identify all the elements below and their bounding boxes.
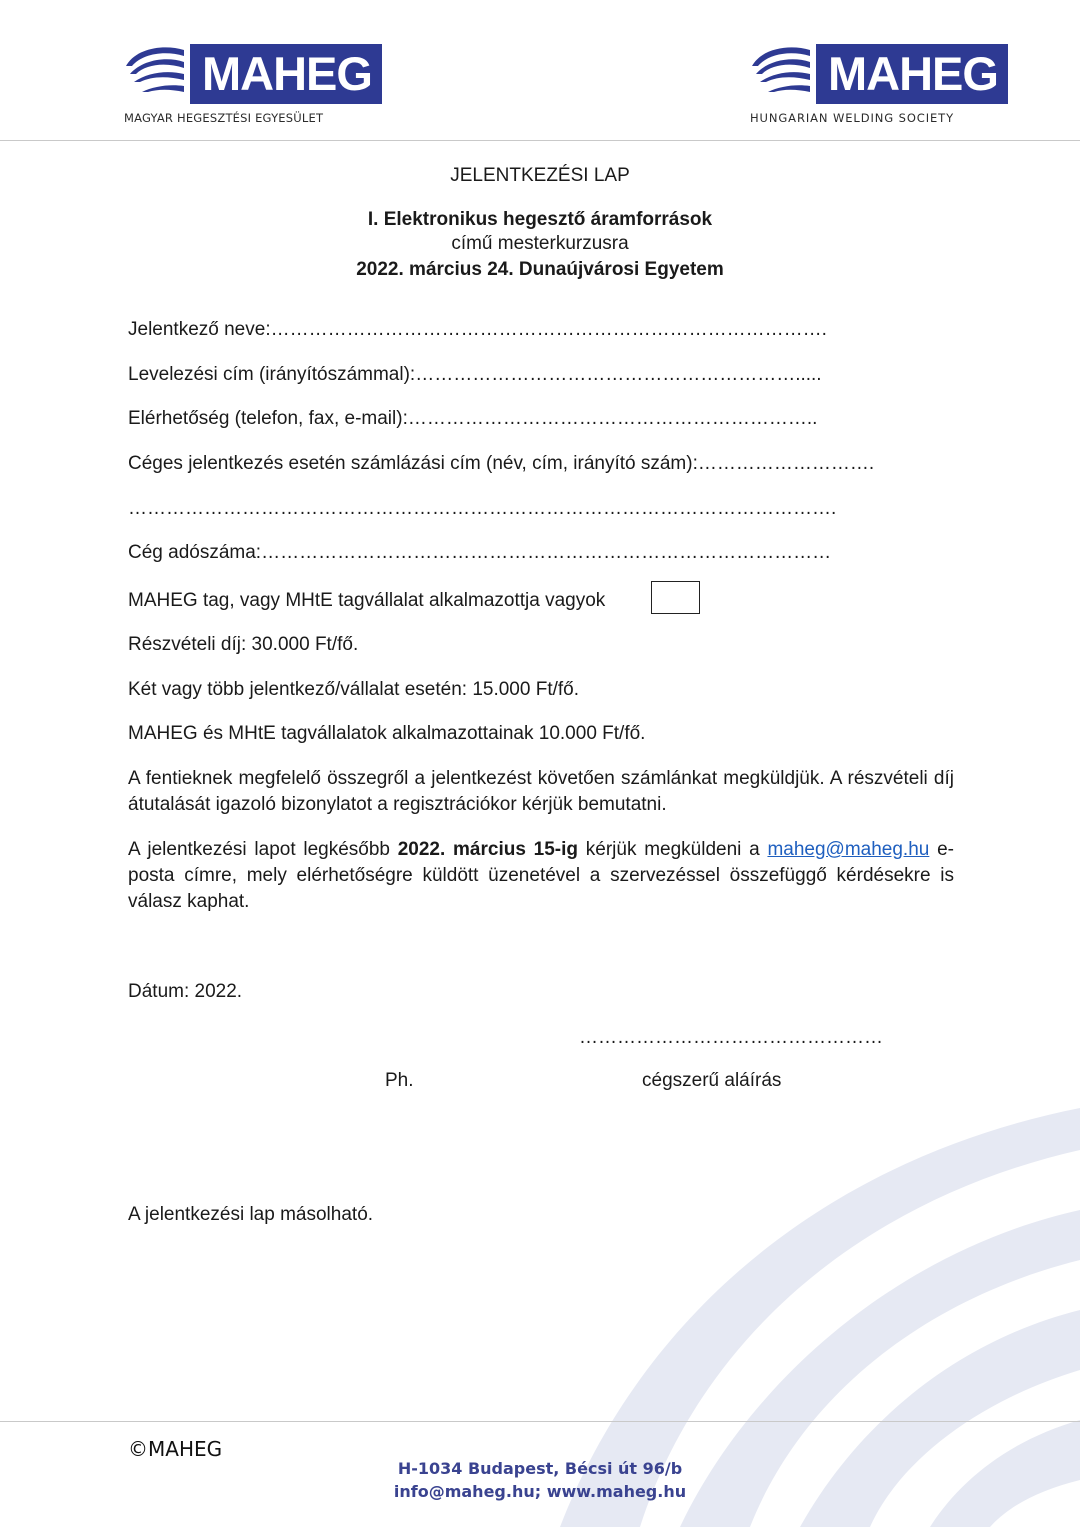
field-contact[interactable]: Elérhetőség (telefon, fax, e-mail):……………………………………………………….. [128, 408, 818, 429]
fee-member: MAHEG és MHtE tagvállalatok alkalmazottainak 10.000 Ft/fő. [128, 723, 646, 744]
signature-dots[interactable]: ………………………………………… [579, 1027, 883, 1048]
maheg-swoosh-icon [124, 44, 186, 104]
invoice-paragraph: A fentieknek megfelelő összegről a jelentkezést követően számlánkat megküldjük. A részvételi díj átutalását igazoló bizonylatot a regisztrációkor kérjük bemutatni. [128, 768, 954, 815]
footer-divider [0, 1421, 1080, 1422]
field-billing-address[interactable]: Céges jelentkezés esetén számlázási cím (név, cím, irányító szám):………………………. [128, 453, 875, 474]
copy-note: A jelentkezési lap másolható. [128, 1204, 374, 1225]
header-divider [0, 140, 1080, 141]
field-applicant-name[interactable]: Jelentkező neve:……………………………………………………………………………. [128, 319, 827, 340]
maheg-logo-right [750, 44, 1008, 125]
footer-address: H-1034 Budapest, Bécsi út 96/b [397, 1459, 683, 1478]
fee-group: Két vagy több jelentkező/vállalat esetén: 15.000 Ft/fő. [128, 679, 580, 700]
member-checkbox[interactable] [651, 581, 700, 614]
course-title: I. Elektronikus hegesztő áramforrások [367, 209, 713, 230]
course-subtitle: című mesterkurzusra [451, 233, 629, 254]
deadline-paragraph: A jelentkezési lapot legkésőbb 2022. március 15-ig kérjük megküldeni a maheg@maheg.hu e-posta címre, mely elérhetőségre küldött üzenetével a szervezéssel összefüggő kérdésekre is válasz kaphat. [128, 839, 954, 912]
stamp-label: Ph. [385, 1070, 414, 1091]
logo-subtitle-hu: MAGYAR HEGESZTÉSI EGYESÜLET [124, 111, 324, 125]
maheg-logo-left [124, 44, 382, 125]
deadline-date: 2022. március 15-ig [397, 839, 579, 860]
maheg-swoosh-icon [750, 44, 812, 104]
maheg-brand-text: MAHEG [816, 44, 1008, 104]
field-postal-address[interactable]: Levelezési cím (irányítószámmal):……………………………………………………..... [128, 364, 822, 385]
copyright: ©MAHEG [128, 1437, 223, 1461]
fee-base: Részvételi díj: 30.000 Ft/fő. [128, 634, 359, 655]
footer-contact: info@maheg.hu; www.maheg.hu [393, 1482, 687, 1501]
field-billing-address-continued[interactable]: …………………………………………………………………………………………………. [128, 498, 837, 519]
field-tax-number[interactable]: Cég adószáma:……………………………………………………………………………… [128, 542, 832, 563]
logo-subtitle-en: HUNGARIAN WELDING SOCIETY [750, 111, 955, 125]
email-link[interactable]: maheg@maheg.hu [767, 839, 930, 860]
date-line: Dátum: 2022. [128, 981, 243, 1002]
signature-label: cégszerű aláírás [642, 1070, 782, 1091]
member-checkbox-label: MAHEG tag, vagy MHtE tagvállalat alkalmazottja vagyok [128, 590, 606, 611]
course-date-place: 2022. március 24. Dunaújvárosi Egyetem [356, 259, 724, 280]
maheg-brand-text: MAHEG [190, 44, 382, 104]
form-title: JELENTKEZÉSI LAP [450, 165, 630, 186]
